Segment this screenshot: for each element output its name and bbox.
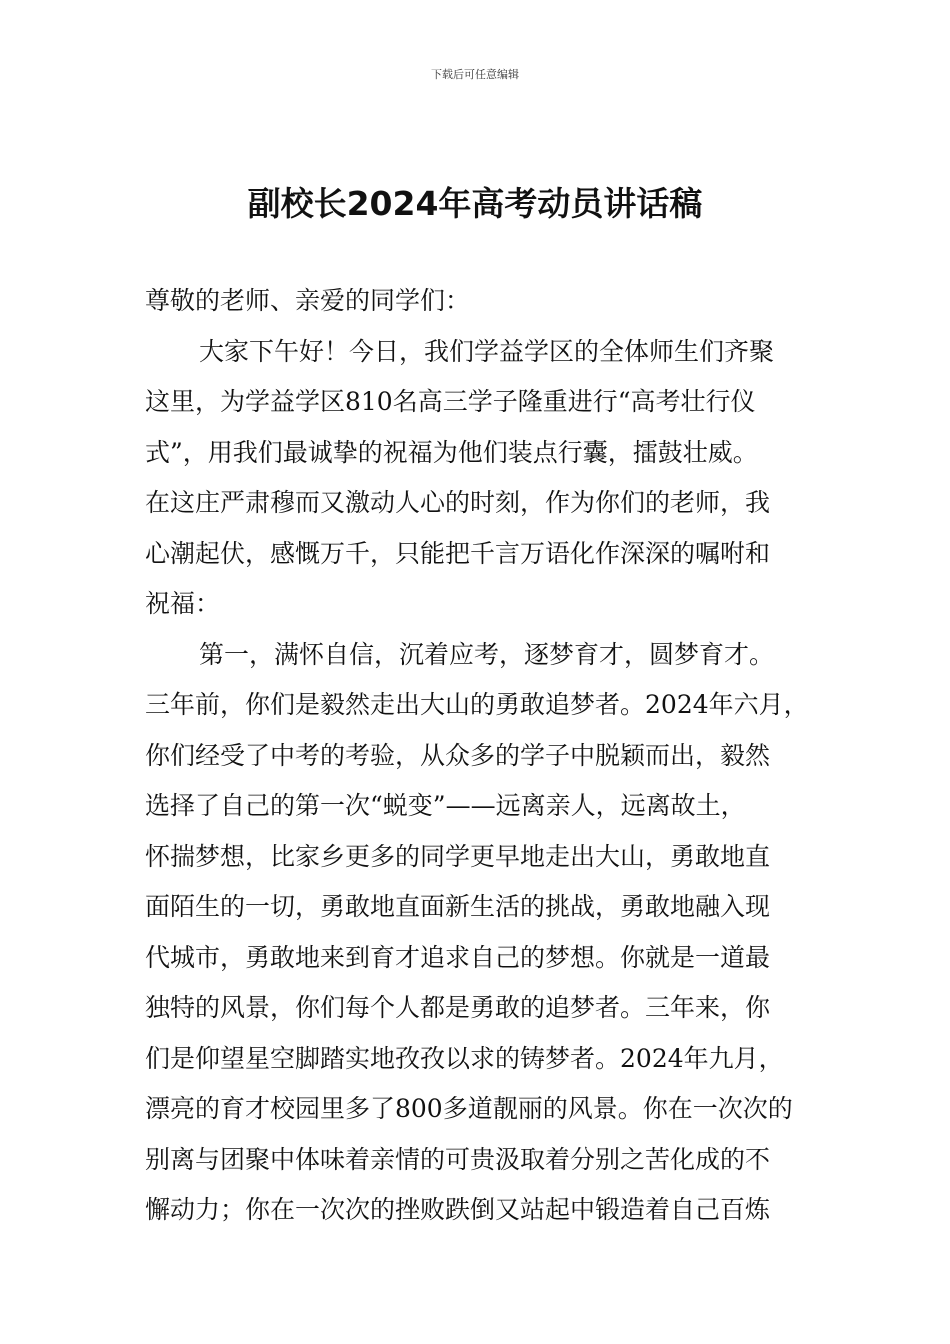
body-line: 漂亮的育才校园里多了800多道靓丽的风景。你在一次次的 [145, 1094, 793, 1123]
document-title: 副校长2024年高考动员讲话稿 [247, 184, 703, 223]
body-line: 别离与团聚中体味着亲情的可贵汲取着分别之苦化成的不 [145, 1144, 771, 1174]
body-line: 独特的风景，你们每个人都是勇敢的追梦者。三年来，你 [145, 993, 771, 1022]
body-line: 代城市，勇敢地来到育才追求自己的梦想。你就是一道最 [145, 942, 771, 972]
body-line: 大家下午好！今日，我们学益学区的全体师生们齐聚 [199, 336, 775, 366]
body-line: 选择了自己的第一次“蜕变”——远离亲人，远离故土， [145, 791, 746, 820]
salutation-line: 尊敬的老师、亲爱的同学们： [145, 286, 471, 315]
body-line: 三年前，你们是毅然走出大山的勇敢追梦者。2024年六月， [145, 690, 809, 719]
body-line: 这里，为学益学区810名高三学子隆重进行“高考壮行仪 [145, 387, 756, 416]
body-line: 懈动力；你在一次次的挫败跌倒又站起中锻造着自己百炼 [145, 1195, 771, 1224]
body-line: 面陌生的一切，勇敢地直面新生活的挑战，勇敢地融入现 [145, 892, 771, 921]
body-line: 你们经受了中考的考验，从众多的学子中脱颖而出，毅然 [145, 740, 771, 770]
body-line: 式”，用我们最诚挚的祝福为他们装点行囊，擂鼓壮威。 [145, 437, 758, 467]
header-note: 下载后可任意编辑 [431, 68, 519, 81]
document-body [145, 276, 810, 1236]
body-line: 祝福： [145, 589, 221, 618]
body-line: 在这庄严肃穆而又激动人心的时刻，作为你们的老师，我 [145, 488, 771, 517]
body-line: 第一，满怀自信，沉着应考，逐梦育才，圆梦育才。 [199, 639, 775, 669]
body-line: 们是仰望星空脚踏实地孜孜以求的铸梦者。2024年九月， [145, 1043, 784, 1073]
body-line: 怀揣梦想，比家乡更多的同学更早地走出大山，勇敢地直 [145, 841, 771, 871]
body-line: 心潮起伏，感慨万千，只能把千言万语化作深深的嘱咐和 [145, 538, 771, 568]
